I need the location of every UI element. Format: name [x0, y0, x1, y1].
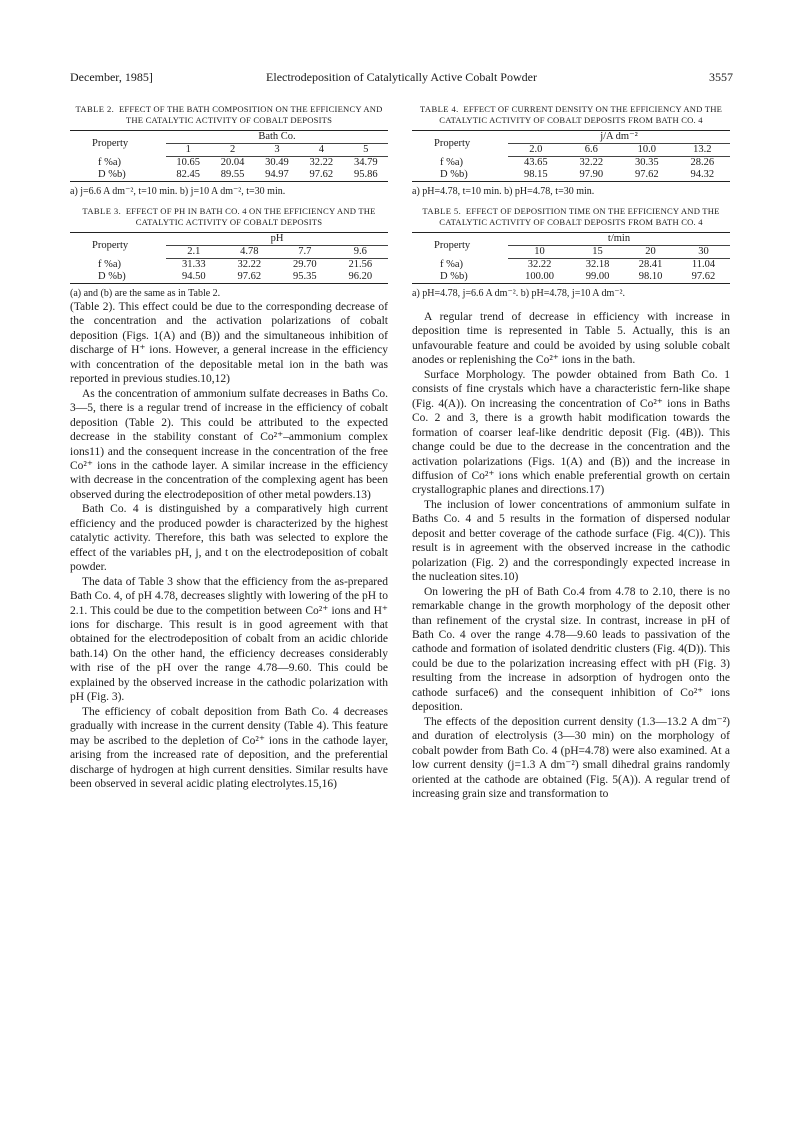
table-cell: 32.22	[579, 157, 604, 168]
table-3-group-header: pH	[166, 233, 388, 246]
table-cell: 11.04	[691, 259, 716, 270]
running-header	[70, 70, 733, 88]
table-5-col: 10	[508, 246, 571, 259]
table-row	[70, 271, 388, 284]
table-4-property-header: Property	[412, 131, 508, 157]
table-cell: 28.26	[690, 157, 715, 168]
table-5	[412, 206, 730, 300]
table-cell: 34.79	[353, 157, 378, 168]
row-label: D %b)	[412, 271, 508, 284]
table-3-col: 7.7	[277, 246, 333, 259]
row-label: f %a)	[98, 156, 122, 168]
table-2-col: 4	[299, 144, 343, 157]
table-2-col: 2	[210, 144, 254, 157]
table-4-caption	[412, 104, 730, 126]
table-3	[70, 206, 388, 300]
table-cell: 32.22	[309, 157, 334, 168]
table-cell: 98.10	[624, 271, 677, 284]
table-cell: 31.33	[181, 259, 206, 270]
table-cell: 21.56	[348, 259, 373, 270]
table-5-label: TABLE 5.	[422, 206, 462, 216]
table-5-col: 15	[571, 246, 624, 259]
table-2-note: a) j=6.6 A dm⁻², t=10 min. b) j=10 A dm⁻², t=30 min.	[70, 186, 286, 197]
table-row	[412, 271, 730, 284]
table-cell: 29.70	[292, 259, 317, 270]
table-cell: 43.65	[523, 157, 548, 168]
table-3-label: TABLE 3.	[82, 206, 122, 216]
table-cell: 94.97	[255, 169, 299, 182]
table-3-col: 4.78	[222, 246, 278, 259]
table-3-col: 9.6	[333, 246, 389, 259]
table-3-note: (a) and (b) are the same as in Table 2.	[70, 288, 221, 299]
right-body-text	[412, 310, 730, 801]
paragraph: Bath Co. 4 is distinguished by a comparatively high current efficiency and the produced powder is characterized by the highest catalytic activity. Therefore, this bath was selected to explore the effect of the variables pH, j, and t on the electrodeposition of cobalt powder.	[70, 503, 388, 574]
row-label: f %a)	[440, 258, 464, 270]
table-3-title: EFFECT OF PH IN BATH CO. 4 ON THE EFFICIENCY AND THE CATALYTIC ACTIVITY OF COBALT DEPOSITS	[125, 206, 376, 227]
table-cell: 99.00	[571, 271, 624, 284]
table-cell: 94.32	[675, 169, 731, 182]
table-cell: 94.50	[166, 271, 222, 284]
table-4-group-header: j/A dm⁻²	[508, 131, 730, 144]
header-title: Electrodeposition of Catalytically Active Cobalt Powder	[266, 70, 537, 84]
table-cell: 30.35	[634, 157, 659, 168]
table-4-title: EFFECT OF CURRENT DENSITY ON THE EFFICIENCY AND THE CATALYTIC ACTIVITY OF COBALT DEPOSITS FROM BATH CO. 4	[439, 104, 723, 125]
table-cell: 28.41	[638, 259, 663, 270]
table-cell: 82.45	[166, 169, 210, 182]
table-2-col: 1	[166, 144, 210, 157]
table-cell: 20.04	[220, 157, 245, 168]
table-5-property-header: Property	[412, 233, 508, 259]
table-cell: 97.62	[299, 169, 343, 182]
paragraph: As the concentration of ammonium sulfate decreases in Baths Co. 3—5, there is a regular trend of increase in the efficiency of cobalt deposition (Table 2). This could be attributed to the expected decrease in the stability constant of Co²⁺–ammonium complex ions11) and the consequent increase in the concentration of the free Co²⁺ ions in the cathode layer. A similar increase in the efficiency with decrease in the concentration of the complexing agent has been observed during the electrodeposition of other metal powders.13)	[70, 387, 388, 501]
table-cell: 96.20	[333, 271, 389, 284]
table-cell: 97.62	[222, 271, 278, 284]
table-row	[70, 157, 388, 170]
table-4-grid	[412, 130, 730, 182]
table-4	[412, 104, 730, 198]
table-cell: 89.55	[210, 169, 254, 182]
table-cell: 97.62	[619, 169, 675, 182]
table-row	[412, 169, 730, 182]
table-cell: 30.49	[265, 157, 289, 168]
table-2-group-header: Bath Co.	[166, 131, 388, 144]
table-cell: 32.18	[585, 259, 610, 270]
table-5-col: 30	[677, 246, 730, 259]
paragraph: On lowering the pH of Bath Co.4 from 4.78 to 2.10, there is no remarkable change in the growth morphology of the deposit other than refinement of the crystal size. In contrast, increase in pH of Bath Co. 4 over the range 4.78—9.60 leads to passivation of the cathode and formation of isolated dendritic clusters (Fig. 4(D)). This could be due to the polarization increasing effect with pH (Fig. 3) resulting from the increase in adsorption of hydrogen onto the cathode surface6) and the consequent inhibition of Co²⁺ ions deposition.	[412, 585, 730, 714]
table-row	[70, 169, 388, 182]
table-2-col: 5	[344, 144, 388, 157]
table-2	[70, 104, 388, 198]
table-3-caption	[70, 206, 388, 228]
table-cell: 10.65	[176, 157, 200, 168]
paragraph: The effects of the deposition current density (1.3—13.2 A dm⁻²) and duration of electrolysis (3—30 min) on the morphology of cobalt powder from Bath Co. 4 (pH=4.78) were also examined. At a low current density (j=1.3 A dm⁻²) small dihedral grains randomly oriented at the cathode are obtained (Fig. 5(A)). A regular trend of increasing grain size and transformation to	[412, 715, 730, 800]
table-5-caption	[412, 206, 730, 228]
paragraph: The inclusion of lower concentrations of ammonium sulfate in Baths Co. 4 and 5 results in the formation of dispersed nodular deposit and better coverage of the cathode surface (Fig. 4(C)). This result is in agreement with the observed increase in the cathodic polarization (Fig. 2) and the correspondingly expected increase in the nucleation sites.10)	[412, 498, 730, 584]
row-label: f %a)	[440, 156, 464, 168]
table-4-col: 2.0	[508, 144, 564, 157]
page-number: 3557	[709, 70, 733, 84]
table-row	[70, 259, 388, 272]
table-cell: 97.62	[677, 271, 730, 284]
table-2-property-header: Property	[70, 131, 166, 157]
table-4-note: a) pH=4.78, t=10 min. b) pH=4.78, t=30 min.	[412, 186, 595, 197]
paragraph: The efficiency of cobalt deposition from Bath Co. 4 decreases gradually with increase in the current density (Table 4). This feature may be ascribed to the depletion of Co²⁺ ions in the cathode layer, arising from the increased rate of deposition, and the preferential discharge of hydrogen at high current densities. Similar results have been observed in several acidic plating electrolytes.15,16)	[70, 705, 388, 790]
header-date: December, 1985]	[70, 70, 153, 84]
row-label: D %b)	[70, 169, 166, 182]
right-column	[412, 104, 730, 801]
table-2-caption	[70, 104, 388, 126]
row-label: D %b)	[412, 169, 508, 182]
table-cell: 97.90	[564, 169, 620, 182]
paragraph: Surface Morphology. The powder obtained from Bath Co. 1 consists of fine crystals which have a characteristic fern-like shape (Fig. 4(A)). On increasing the concentration of Co²⁺ ions in Baths Co. 2 and 3, there is a growth habit modification towards the formation of coarser leaf-like dendritic deposit (Fig. (4B)). This change could be due to the decrease in the concentration and the activation polarizations (Figs. 1(A) and (B)) and the increase in diffusion of Co²⁺ ions which enable preferential growth on certain crystallographic planes and directions.17)	[412, 368, 730, 497]
table-3-grid	[70, 232, 388, 284]
table-3-property-header: Property	[70, 233, 166, 259]
table-cell: 95.86	[344, 169, 388, 182]
table-cell: 32.22	[527, 259, 552, 270]
table-cell: 32.22	[237, 259, 262, 270]
table-4-label: TABLE 4.	[419, 104, 459, 114]
row-label: D %b)	[70, 271, 166, 284]
table-4-col: 10.0	[619, 144, 675, 157]
paragraph: The data of Table 3 show that the efficiency from the as-prepared Bath Co. 4, of pH 4.78, decreases slightly with lowering of the pH to 2.1. This could be due to the competition between Co²⁺ ions and H⁺ ions for discharge. This result is in good agreement with that obtained for the electrodeposition of cobalt from an acidic chloride bath.14) On the other hand, the efficiency decreases considerably with rise of the pH over the range 4.78—9.60. This could be explained by the observed increase in the cathodic polarization with pH (Fig. 3).	[70, 575, 388, 704]
table-cell: 98.15	[508, 169, 564, 182]
table-5-title: EFFECT OF DEPOSITION TIME ON THE EFFICIENCY AND THE CATALYTIC ACTIVITY OF COBALT DEPOSITS FROM BATH CO. 4	[439, 206, 720, 227]
table-5-col: 20	[624, 246, 677, 259]
table-row	[412, 259, 730, 272]
table-2-label: TABLE 2.	[75, 104, 115, 114]
row-label: f %a)	[98, 258, 122, 270]
left-column	[70, 104, 388, 791]
paragraph: (Table 2). This effect could be due to the corresponding decrease of the concentration and the activation polarizations of cobalt deposition (Figs. 1(A) and (B)) and the simultaneous inhibition of discharge of H⁺ ions. However, a general increase in the efficiency with concentration of the depositable metal ion in the bath was reported in previous studies.10,12)	[70, 301, 388, 386]
table-2-col: 3	[255, 144, 299, 157]
table-4-col: 13.2	[675, 144, 731, 157]
table-2-grid	[70, 130, 388, 182]
table-3-col: 2.1	[166, 246, 222, 259]
table-5-group-header: t/min	[508, 233, 730, 246]
table-5-note: a) pH=4.78, j=6.6 A dm⁻². b) pH=4.78, j=10 A dm⁻².	[412, 288, 626, 299]
table-row	[412, 157, 730, 170]
paragraph: A regular trend of decrease in efficiency with increase in deposition time is represented in Table 5. Actually, this is an unfavourable feature and could be avoided by using soluble cobalt anodes or replenishing the Co²⁺ ions in the bath.	[412, 311, 730, 367]
table-cell: 95.35	[277, 271, 333, 284]
table-2-title: EFFECT OF THE BATH COMPOSITION ON THE EFFICIENCY AND THE CATALYTIC ACTIVITY OF COBALT DEPOSITS	[118, 104, 383, 125]
table-4-col: 6.6	[564, 144, 620, 157]
left-body-text	[70, 300, 388, 791]
table-5-grid	[412, 232, 730, 284]
table-cell: 100.00	[508, 271, 571, 284]
